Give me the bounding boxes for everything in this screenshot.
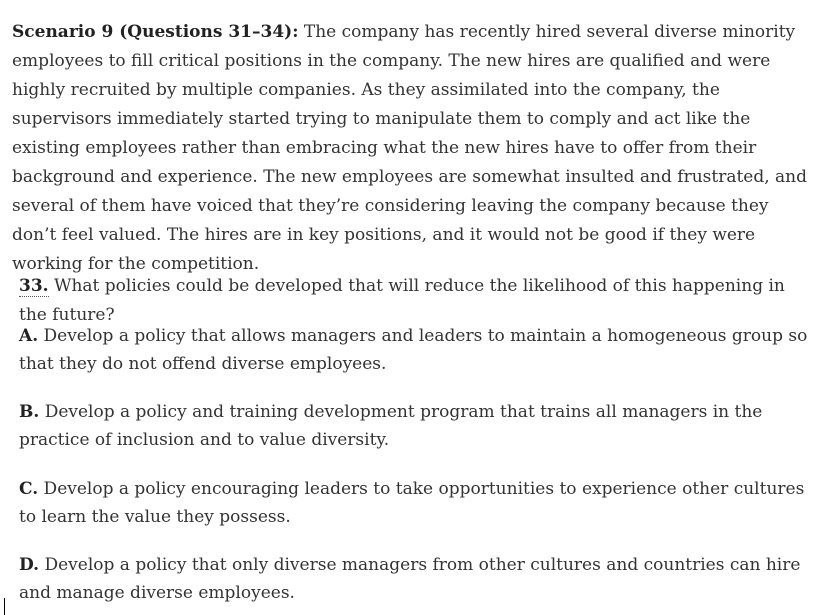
option-b-text: Develop a policy and training development program that trains all managers in the practice of inclusion and to value diversity.	[19, 402, 763, 450]
scenario-label: Scenario 9 (Questions 31–34):	[12, 22, 299, 42]
option-a	[19, 322, 809, 378]
scenario-text: The company has recently hired several diverse minority employees to fill critical positions in the company. The new hires are qualified and were highly recruited by multiple companies. As they assimilated into the company, the supervisors immediately started trying to manipulate them to comply and act like the existing employees rather than embracing what the new hires have to offer from their background and experience. The new employees are somewhat insulted and frustrated, and several of them have voiced that they’re considering leaving the company because they don’t feel valued. The hires are in key positions, and it would not be good if they were working for the competition.	[12, 22, 808, 274]
option-b	[19, 398, 809, 454]
scenario-paragraph	[12, 18, 812, 279]
question-text: What policies could be developed that will reduce the likelihood of this happening in the future?	[19, 276, 785, 325]
option-a-text: Develop a policy that allows managers and leaders to maintain a homogeneous group so that they do not offend diverse employees.	[19, 326, 808, 374]
option-d-text: Develop a policy that only diverse managers from other cultures and countries can hire and manage diverse employees.	[19, 555, 801, 603]
option-c	[19, 475, 809, 531]
question-number[interactable]: 33.	[19, 276, 49, 296]
text-cursor	[4, 598, 5, 615]
option-a-letter: A.	[19, 326, 39, 346]
option-d-letter: D.	[19, 555, 40, 575]
option-d	[19, 551, 809, 607]
option-b-letter: B.	[19, 402, 40, 422]
option-c-text: Develop a policy encouraging leaders to take opportunities to experience other cultures to learn the value they possess.	[19, 479, 805, 527]
option-c-letter: C.	[19, 479, 39, 499]
